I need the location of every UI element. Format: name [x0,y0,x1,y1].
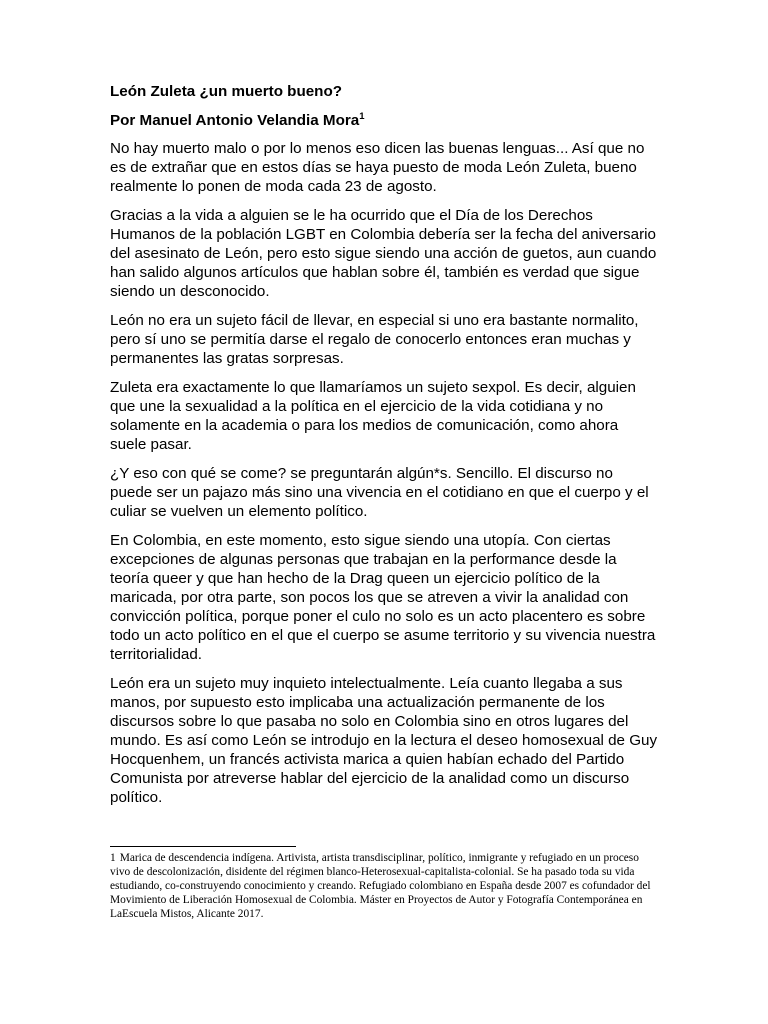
paragraph-5: ¿Y eso con qué se come? se preguntarán algún*s. Sencillo. El discurso no puede ser un pajazo más sino una vivencia en el cotidiano en que el cuerpo y el culiar se vuelven un elemento político. [110,465,649,520]
document-title: León Zuleta ¿un muerto bueno? [110,83,343,100]
author-name: Por Manuel Antonio Velandia Mora [110,112,360,129]
footnote-text: Marica de descendencia indígena. Artivista, artista transdisciplinar, político, inmigrante y refugiado en un proceso vivo de descolonización, disidente del régimen blanco-Heterosexual-capitalista-colonial. Se ha pasado toda su vida estudiando, co-construyendo conocimiento y creando. Refugiado colombiano en España desde 2007 es cofundador del Movimiento de Liberación Homosexual de Colombia. Máster en Proyectos de Autor y Fotografía Contemporánea en LaEscuela Mistos, Alicante 2017. [110,852,651,920]
paragraph-2: Gracias a la vida a alguien se le ha ocurrido que el Día de los Derechos Humanos de la población LGBT en Colombia debería ser la fecha del aniversario del asesinato de León, pero esto sigue siendo una acción de guetos, aun cuando han salido algunos artículos que hablan sobre él, también es verdad que sigue siendo un desconocido. [110,207,657,300]
footnote-reference[interactable]: 1 [359,111,365,122]
author-byline [110,111,658,130]
footnote-marker: 1 [110,852,116,864]
paragraph-4: Zuleta era exactamente lo que llamaríamos un sujeto sexpol. Es decir, alguien que une la sexualidad a la política en el ejercicio de la vida cotidiana y no solamente en la academia o para los medios de comunicación, como ahora suele pasar. [110,379,636,453]
paragraph-7: León era un sujeto muy inquieto intelectualmente. Leía cuanto llegaba a sus manos, por supuesto esto implicaba una actualización permanente de los discursos sobre lo que pasaba no solo en Colombia sino en otros lugares del mundo. Es así como León se introdujo en la lectura el deseo homosexual de Guy Hocquenhem, un francés activista marica a quien habían echado del Partido Comunista por atreverse hablar del ejercicio de la analidad como un discurso político. [110,675,658,806]
paragraph-1: No hay muerto malo o por lo menos eso dicen las buenas lenguas... Así que no es de extrañar que en estos días se haya puesto de moda León Zuleta, bueno realmente lo ponen de moda cada 23 de agosto. [110,140,645,195]
paragraph-3: León no era un sujeto fácil de llevar, en especial si uno era bastante normalito, pero sí uno se permitía darse el regalo de conocerlo entonces eran muchas y permanentes las gratas sorpresas. [110,312,639,367]
document-body [110,82,658,817]
footnote [110,851,658,921]
paragraph-6: En Colombia, en este momento, esto sigue siendo una utopía. Con ciertas excepciones de algunas personas que trabajan en la performance desde la teoría queer y que han hecho de la Drag queen un ejercicio político de la maricada, por otra parte, son pocos los que se atreven a vivir la analidad con convicción política, porque poner el culo no solo es un acto placentero es sobre todo un acto político en el que el cuerpo se asume territorio y su vivencia nuestra territorialidad. [110,532,656,663]
footnote-divider [110,846,296,847]
